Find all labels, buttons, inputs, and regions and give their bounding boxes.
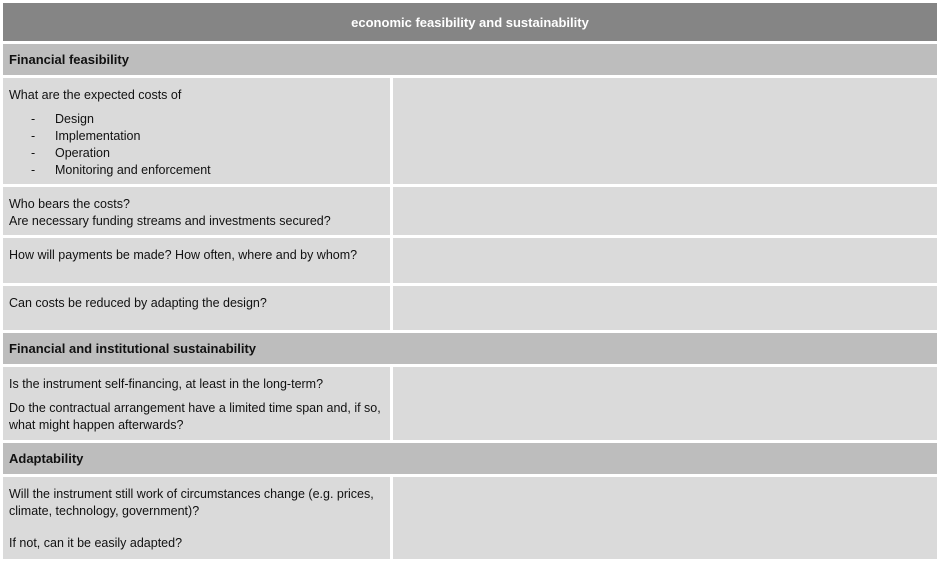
answer-cell[interactable]	[393, 286, 937, 330]
table-row	[3, 367, 937, 440]
table-row	[3, 187, 937, 235]
question-text: Is the instrument self-financing, at least in the long-term?	[9, 377, 324, 391]
list-item: - Monitoring and enforcement	[9, 162, 390, 179]
feasibility-table	[3, 3, 937, 559]
answer-cell[interactable]	[393, 78, 937, 184]
question-cell	[3, 78, 390, 184]
table-row	[3, 477, 937, 559]
list-item: - Operation	[9, 145, 390, 162]
answer-cell[interactable]	[393, 477, 937, 559]
table-row	[3, 238, 937, 283]
question-text: If not, can it be easily adapted?	[9, 536, 183, 550]
table-row	[3, 286, 937, 330]
question-cell	[3, 367, 390, 440]
answer-cell[interactable]	[393, 238, 937, 283]
question-text: Who bears the costs?	[9, 197, 130, 211]
section-heading-sustainability: Financial and institutional sustainability	[3, 333, 937, 364]
answer-cell[interactable]	[393, 187, 937, 235]
list-item: - Design	[9, 111, 390, 128]
question-text: Do the contractual arrangement have a limited time span and, if so, what might happen afterwards?	[9, 401, 381, 432]
question-text: Will the instrument still work of circumstances change (e.g. prices, climate, technology, government)?	[9, 487, 374, 518]
list-item: - Implementation	[9, 128, 390, 145]
question-text: How will payments be made? How often, where and by whom?	[9, 248, 358, 262]
question-cell	[3, 286, 390, 330]
question-cell	[3, 477, 390, 559]
question-text: Are necessary funding streams and investments secured?	[9, 214, 331, 228]
answer-cell[interactable]	[393, 367, 937, 440]
section-heading-financial-feasibility: Financial feasibility	[3, 44, 937, 75]
question-text: What are the expected costs of	[9, 88, 182, 102]
question-cell	[3, 238, 390, 283]
table-row	[3, 78, 937, 184]
question-cell	[3, 187, 390, 235]
cost-list	[9, 111, 390, 179]
question-text: Can costs be reduced by adapting the design?	[9, 296, 267, 310]
section-heading-adaptability: Adaptability	[3, 443, 937, 474]
table-title: economic feasibility and sustainability	[3, 3, 937, 41]
